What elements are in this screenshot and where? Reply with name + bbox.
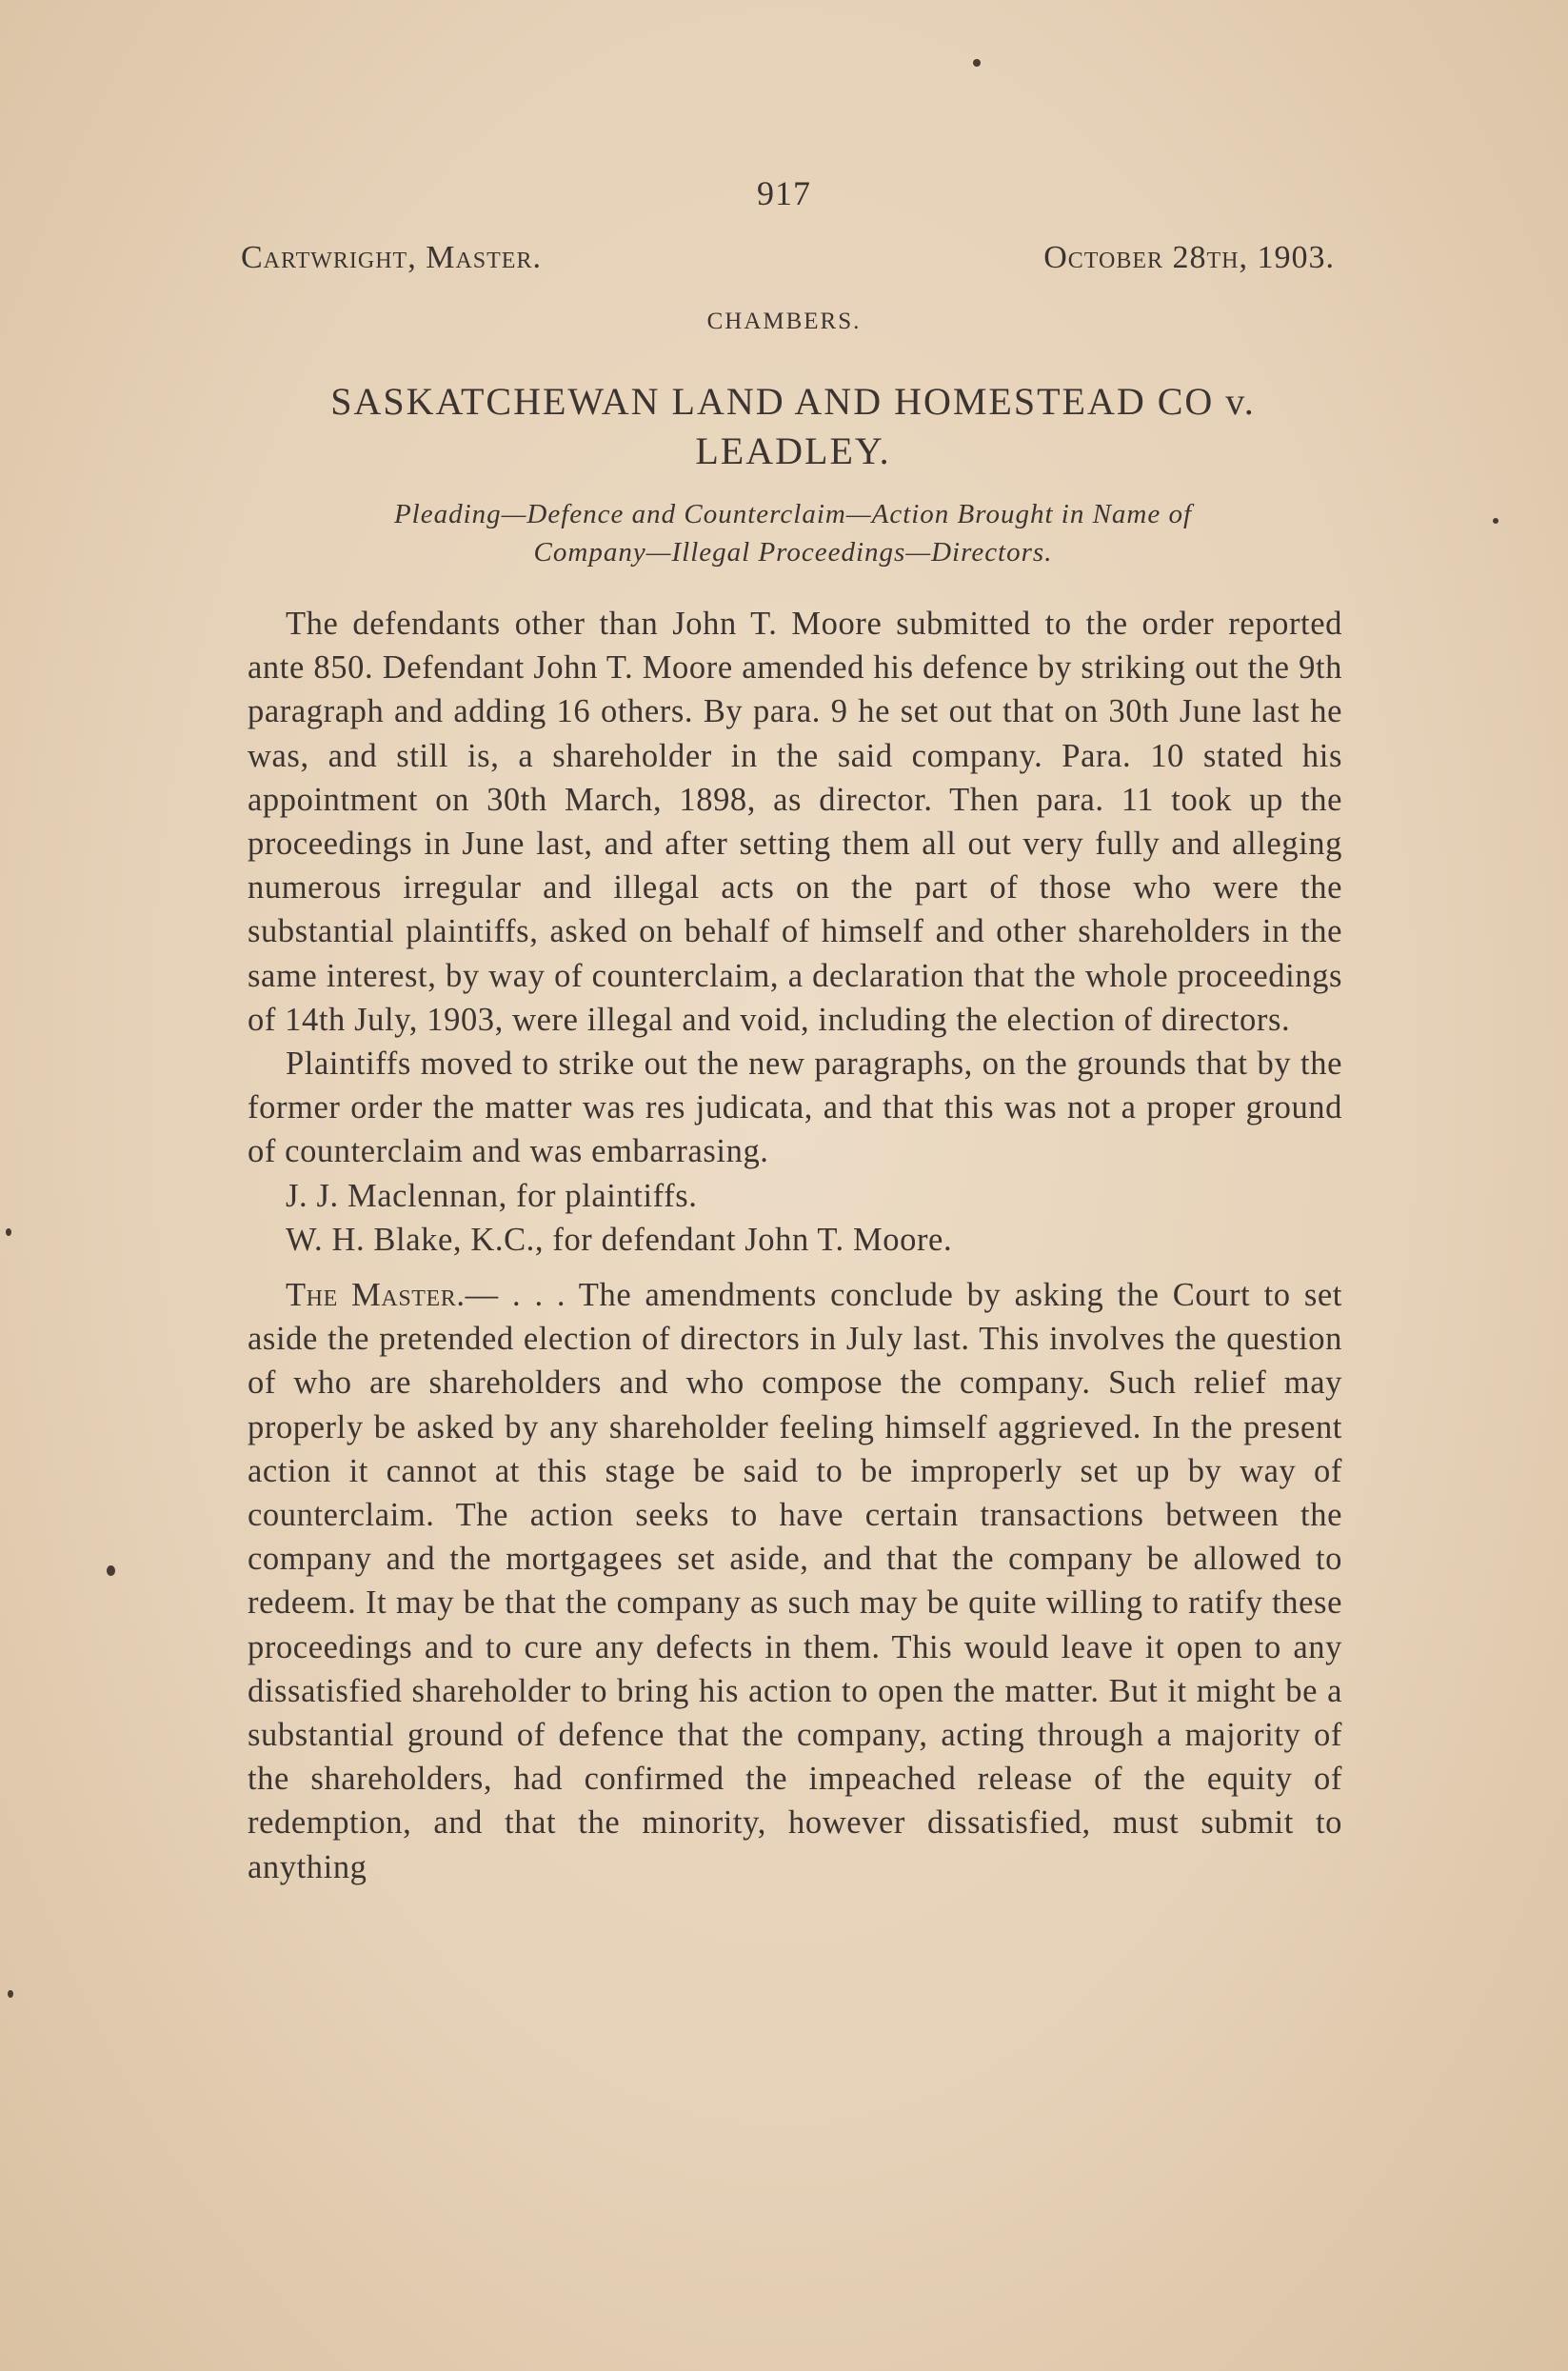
headnote — [241, 495, 1345, 571]
running-header-right: October 28th, 1903. — [1043, 240, 1335, 275]
case-title-line-1: SASKATCHEWAN LAND AND HOMESTEAD CO v. — [330, 380, 1256, 423]
judgment-text: The amendments conclude by asking the Court to set aside the pretended election of directors in July last. This involves the question of who are shareholders and who compose the company. Such relief may properly be asked by any shareholder feeling himself aggrieved. In the present action it cannot at this stage be said to be improperly set up by way of counterclaim. The action seeks to have certain transactions between the company and the mortgagees set aside, and that the company be allowed to redeem. It may be that the company as such may be quite willing to ratify these proceedings and to cure any defects in them. This would leave it open to any dissatisfied shareholder to bring his action to open the matter. But it might be a substantial ground of defence that the company, acting through a majority of the shareholders, had confirmed the impeached release of the equity of redemption, and that the minority, however dissatisfied, must submit to anything — [248, 1277, 1342, 1885]
ink-speck — [8, 1990, 13, 1998]
case-title-line-2: LEADLEY. — [695, 429, 891, 472]
paragraph-judgment — [248, 1273, 1342, 1889]
ink-speck — [6, 1228, 11, 1236]
ink-speck — [107, 1565, 115, 1576]
page-number: 917 — [757, 174, 811, 212]
court-heading: CHAMBERS. — [706, 309, 862, 334]
counsel-plaintiffs: J. J. Maclennan, for plaintiffs. — [286, 1177, 698, 1214]
counsel-defendant: W. H. Blake, K.C., for defendant John T. Moore. — [286, 1221, 953, 1258]
body-text — [248, 602, 1342, 1889]
ink-speck — [1493, 518, 1499, 524]
ink-speck — [973, 59, 981, 67]
paragraph-facts: The defendants other than John T. Moore submitted to the order reported ante 850. Defendant John T. Moore amended his defence by striking out the 9th paragraph and adding 16 others. By para. 9 he set out that on 30th June last he was, and still is, a shareholder in the said company. Para. 10 stated his appointment on 30th March, 1898, as director. Then para. 11 took up the proceedings in June last, and after setting them all out very fully and alleging numerous irregular and illegal acts on the part of those who were the substantial plaintiffs, asked on behalf of himself and other shareholders in the same interest, by way of counterclaim, a declaration that the whole proceedings of 14th July, 1903, were illegal and void, including the election of directors. — [248, 606, 1342, 1038]
master-label: The Master.— . . . — [286, 1277, 566, 1314]
running-header-left: Cartwright, Master. — [241, 240, 542, 275]
paragraph-motion: Plaintiffs moved to strike out the new paragraphs, on the grounds that by the former order the matter was res judicata, and that this was not a proper ground of counterclaim and was embarrasing. — [248, 1046, 1342, 1170]
headnote-line-1: Pleading—Defence and Counterclaim—Action Brought in Name of — [393, 499, 1193, 529]
case-title — [241, 377, 1345, 476]
headnote-line-2: Company—Illegal Proceedings—Directors. — [533, 537, 1053, 568]
